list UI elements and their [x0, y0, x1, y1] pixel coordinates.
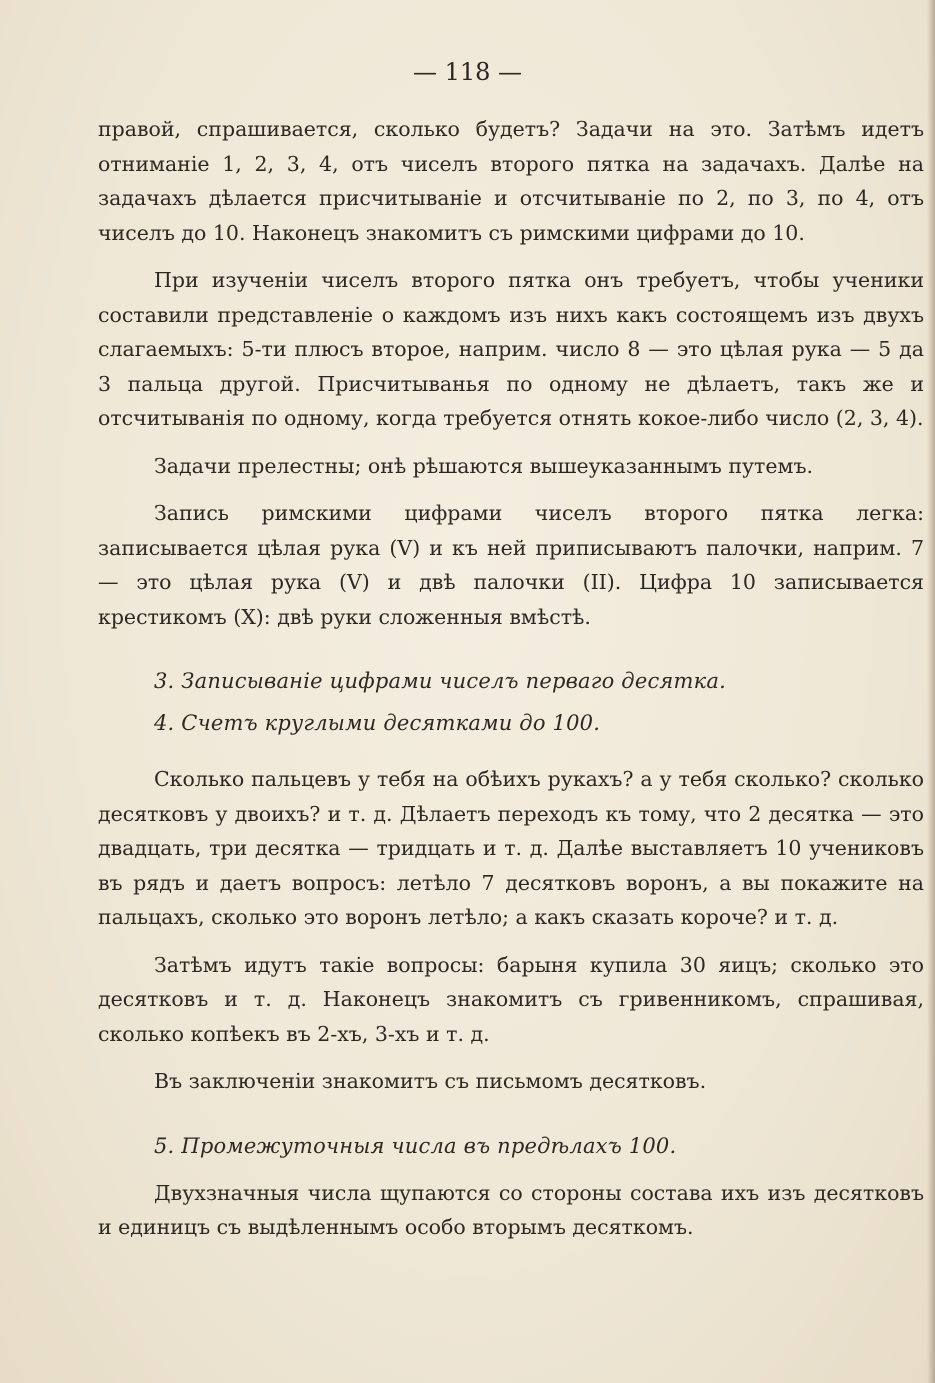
paragraph-eggs: Затѣмъ идутъ такіе вопросы: барыня купила 30 яицъ; сколько это десятковъ и т. д. Наконецъ знакомитъ съ гривенникомъ, спрашивая, сколько копѣекъ въ 2-хъ, 3-хъ и т. д.	[98, 952, 924, 1046]
page-number: — 118 —	[412, 58, 523, 86]
paragraph-tasks: Задачи прелестны; онѣ рѣшаются вышеуказаннымъ путемъ.	[154, 453, 814, 478]
section-heading-3: 3. Записываніе цифрами чиселъ перваго десятка.	[154, 669, 726, 693]
paragraph-fingers: Сколько пальцевъ у тебя на обѣихъ рукахъ? а у тебя сколько? сколько десятковъ у двоихъ? и т. д. Дѣлаетъ переходъ къ тому, что 2 десятка — это двадцать, три десятка — тридцать и т. д. Далѣе выставляетъ 10 учениковъ въ рядъ и даетъ вопросъ: летѣло 7 десятковъ воронъ, а вы покажите на пальцахъ, сколько это воронъ летѣло; а какъ сказать короче? и т. д.	[98, 767, 924, 929]
paragraph-continuation: правой, спрашивается, сколько будетъ? Задачи на это. Затѣмъ идетъ отниманіе 1, 2, 3, 4, отъ чиселъ второго пятка на задачахъ. Далѣе на задачахъ дѣлается присчитываніе и отсчитываніе по 2, по 3, по 4, отъ чиселъ до 10. Наконецъ знакомитъ съ римскими цифрами до 10.	[98, 117, 924, 245]
section-heading-4: 4. Счетъ круглыми десятками до 100.	[154, 711, 601, 735]
paragraph-two-digit: Двухзначныя числа щупаются со стороны состава ихъ изъ десятковъ и единицъ съ выдѣленнымъ особо вторымъ десяткомъ.	[98, 1180, 924, 1239]
paragraph-roman-numerals: Запись римскими цифрами чиселъ второго пятка легка: записывается цѣлая рука (V) и къ ней приписываютъ палочки, наприм. 7 — это цѣлая рука (V) и двѣ палочки (II). Цифра 10 записывается крестикомъ (X): двѣ руки сложенныя вмѣстѣ.	[98, 501, 924, 629]
paragraph-writing-tens: Въ заключеніи знакомитъ съ письмомъ десятковъ.	[154, 1069, 707, 1093]
page-body	[98, 112, 924, 1245]
paragraph-second-five: При изученіи чиселъ второго пятка онъ требуетъ, чтобы ученики составили представленіе о каждомъ изъ нихъ какъ состоящемъ изъ двухъ слагаемыхъ: 5-ти плюсъ второе, наприм. число 8 — это цѣлая рука — 5 да 3 пальца другой. Присчитыванья по одному не дѣлаетъ, такъ же и отсчитыванія по одному, когда требуется отнять кокое-либо число (2, 3, 4).	[98, 268, 924, 430]
page-edge-shadow	[927, 0, 935, 1383]
section-heading-5: 5. Промежуточныя числа въ предѣлахъ 100.	[154, 1133, 677, 1158]
